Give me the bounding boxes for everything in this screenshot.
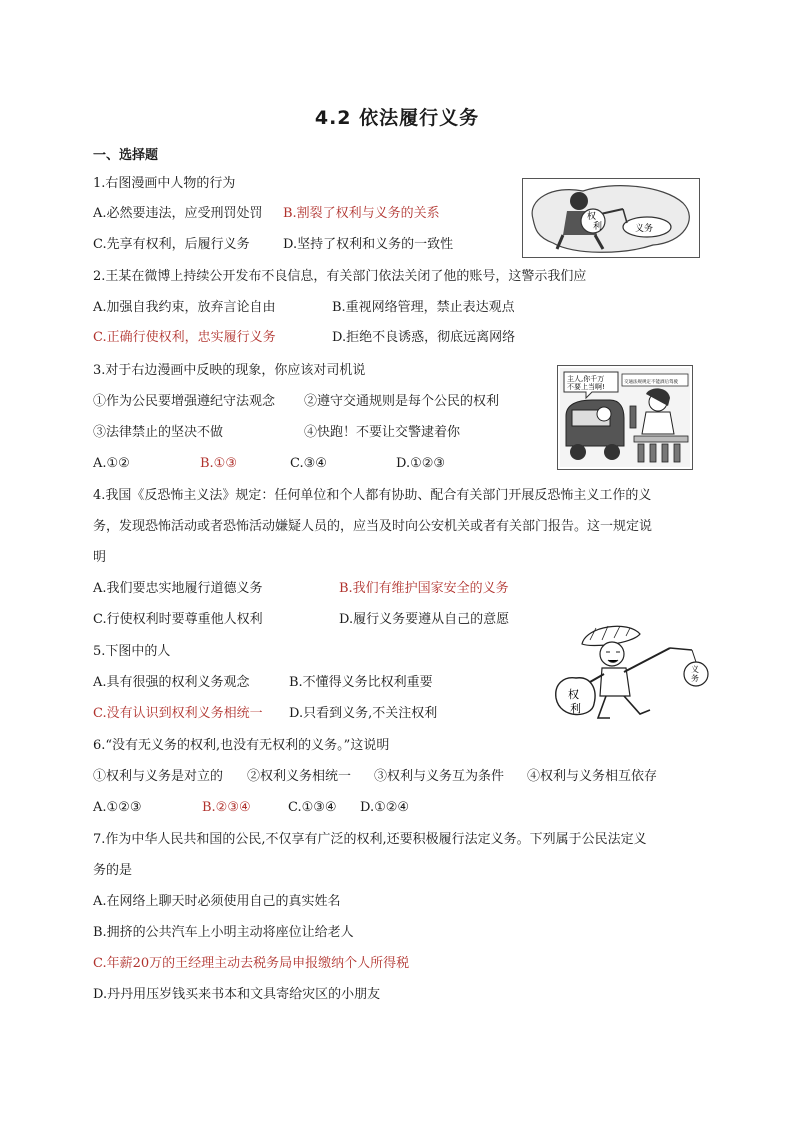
q3-statement-4: ④快跑！不要让交警逮着你 — [304, 425, 461, 440]
q1-option-b: B.割裂了权利与义务的关系 — [283, 206, 440, 221]
q4-stem-line2: 务，发现恐怖活动或者恐怖活动嫌疑人员的，应当及时向公安机关或者有关部门报告。这一规定说 — [93, 519, 653, 534]
q5-fig-label-yi: 义 — [691, 665, 699, 674]
q2-option-a: A.加强自我约束，放弃言论自由 — [93, 300, 276, 315]
q6-option-a: A.①②③ — [93, 800, 142, 815]
q3-statement-1: ①作为公民要增强遵纪守法观念 — [93, 394, 276, 409]
section-heading: 一、选择题 — [93, 148, 159, 163]
q2-option-c: C.正确行使权利，忠实履行义务 — [93, 330, 276, 345]
q5-option-a: A.具有很强的权利义务观念 — [93, 675, 250, 690]
q4-option-b: B.我们有维护国家安全的义务 — [339, 581, 509, 596]
q3-statement-2: ②遵守交通规则是每个公民的权利 — [304, 394, 500, 409]
q1-option-c: C.先享有权利，后履行义务 — [93, 237, 250, 252]
q6-option-c: C.①③④ — [288, 800, 337, 815]
q4-stem-line3: 明 — [93, 550, 107, 565]
q3-fig-bubble-line1: 主人,你千万 — [567, 375, 605, 383]
q1-cartoon-figure — [522, 178, 700, 258]
q7-option-b: B.拥挤的公共汽车上小明主动将座位让给老人 — [93, 925, 354, 940]
q3-stem: 3.对于右边漫画中反映的现象，你应该对司机说 — [93, 363, 366, 378]
q3-option-d: D.①②③ — [396, 456, 446, 471]
q3-cartoon-illustration — [558, 366, 692, 469]
q5-option-b: B.不懂得义务比权利重要 — [289, 675, 433, 690]
q6-statement-2: ②权利义务相统一 — [247, 769, 352, 784]
q6-statement-4: ④权利与义务相互依存 — [527, 769, 658, 784]
q5-fig-label-quan: 权 — [568, 688, 579, 701]
q5-fig-label-li: 利 — [570, 702, 581, 715]
q6-statement-3: ③权利与义务互为条件 — [374, 769, 505, 784]
q5-fig-label-wu: 务 — [691, 674, 699, 683]
q4-option-c: C.行使权利时要尊重他人权利 — [93, 612, 263, 627]
q5-option-d: D.只看到义务,不关注权利 — [289, 706, 438, 721]
q3-option-a: A.①② — [93, 456, 130, 471]
q3-option-c: C.③④ — [290, 456, 327, 471]
q7-option-d: D.丹丹用压岁钱买来书本和文具寄给灾区的小朋友 — [93, 987, 381, 1002]
q4-option-d: D.履行义务要遵从自己的意愿 — [339, 612, 510, 627]
q5-cartoon-figure — [546, 618, 714, 726]
q2-option-b: B.重视网络管理，禁止表达观点 — [332, 300, 515, 315]
q1-fig-label-quan: 权 — [587, 212, 597, 222]
q1-fig-label-yiwu: 义务 — [635, 224, 654, 234]
q1-fig-label-li: 利 — [593, 222, 603, 232]
q7-stem-line1: 7.作为中华人民共和国的公民,不仅享有广泛的权利,还要积极履行法定义务。下列属于公民法定义 — [93, 832, 647, 847]
q5-stem: 5.下图中的人 — [93, 644, 171, 659]
q4-option-a: A.我们要忠实地履行道德义务 — [93, 581, 263, 596]
q1-cartoon-illustration — [523, 179, 699, 257]
q3-cartoon-figure — [557, 365, 693, 470]
q7-option-a: A.在网络上聊天时必须使用自己的真实姓名 — [93, 894, 341, 909]
q2-stem: 2.王某在微博上持续公开发布不良信息，有关部门依法关闭了他的账号，这警示我们应 — [93, 269, 587, 284]
q6-stem: 6.“没有无义务的权利,也没有无权利的义务。”这说明 — [93, 738, 390, 753]
q1-option-a: A.必然要违法，应受刑罚处罚 — [93, 206, 263, 221]
q7-option-c: C.年薪20万的王经理主动去税务局申报缴纳个人所得税 — [93, 956, 410, 971]
q5-cartoon-illustration — [546, 618, 714, 726]
q3-option-b: B.①③ — [200, 456, 237, 471]
q4-stem-line1: 4.我国《反恐怖主义法》规定：任何单位和个人都有协助、配合有关部门开展反恐怖主义工作的义 — [93, 488, 652, 503]
q6-option-b: B.②③④ — [202, 800, 251, 815]
page-title: 4.2 依法履行义务 — [314, 107, 480, 129]
q1-option-d: D.坚持了权利和义务的一致性 — [283, 237, 454, 252]
q3-statement-3: ③法律禁止的坚决不做 — [93, 425, 224, 440]
q1-stem: 1.右图漫画中人物的行为 — [93, 176, 236, 191]
q7-stem-line2: 务的是 — [93, 863, 133, 878]
q5-option-c: C.没有认识到权利义务相统一 — [93, 706, 263, 721]
q3-fig-sign: 交通法规规定不能酒后驾驶 — [624, 380, 678, 385]
q2-option-d: D.拒绝不良诱惑，彻底远离网络 — [332, 330, 516, 345]
q6-statement-1: ①权利与义务是对立的 — [93, 769, 224, 784]
q3-fig-bubble-line2: 不要上当啊! — [567, 383, 605, 391]
q6-option-d: D.①②④ — [360, 800, 410, 815]
